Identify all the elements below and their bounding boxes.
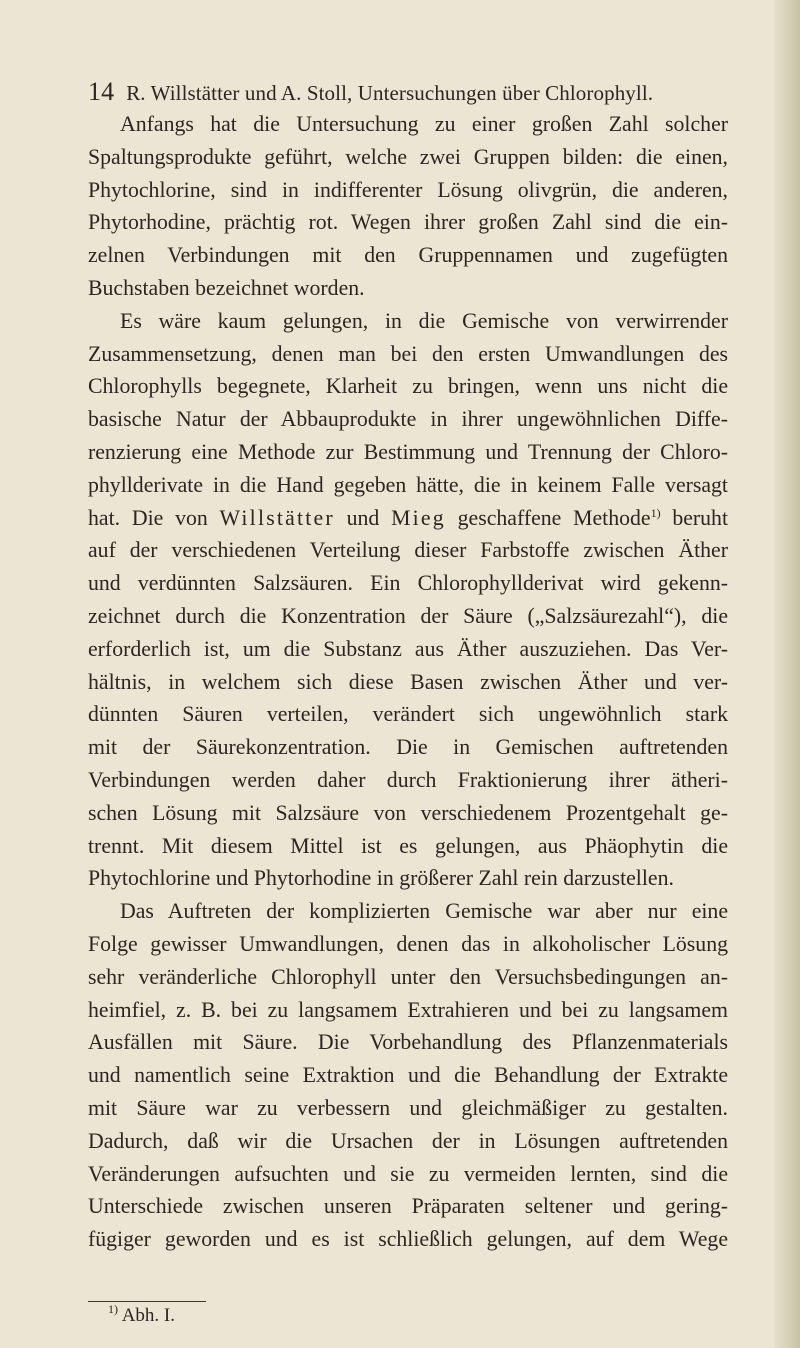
text-line: und namentlich seine Extraktion und die Behandlung der Extrakte	[88, 1063, 728, 1088]
text-line: Folge gewisser Umwandlungen, denen das in alkoholischer Lösung	[88, 931, 728, 956]
text-line: Zusammensetzung, denen man bei den ersten Umwandlungen des	[88, 341, 728, 366]
running-title: R. Willstätter und A. Stoll, Untersuchungen über Chlorophyll.	[126, 81, 654, 105]
text-line: heimfiel, z. B. bei zu langsamem Extrahieren und bei zu langsamem	[88, 997, 728, 1022]
body-text	[88, 108, 728, 1256]
page-edge-shadow	[774, 0, 800, 1348]
page-number: 14	[88, 77, 115, 106]
text-line: und verdünnten Salzsäuren. Ein Chlorophyllderivat wird gekenn-	[88, 571, 728, 596]
text-line: Phytorhodine, prächtig rot. Wegen ihrer großen Zahl sind die ein-	[88, 210, 728, 235]
text-line: auf der verschiedenen Verteilung dieser Farbstoffe zwischen Äther	[88, 538, 728, 563]
text-line: Unterschiede zwischen unseren Präparaten seltener und gering-	[88, 1194, 728, 1219]
footnote-ref: 1)	[650, 505, 661, 520]
author-name-mieg: Mieg	[391, 505, 446, 530]
text-line: erforderlich ist, um die Substanz aus Äther auszuziehen. Das Ver-	[88, 636, 728, 661]
text-line: Ausfällen mit Säure. Die Vorbehandlung des Pflanzenmaterials	[88, 1030, 728, 1055]
footnote	[108, 1302, 175, 1327]
text-line: phyllderivate in die Hand gegeben hätte, die in keinem Falle versagt	[88, 472, 728, 497]
text-line: Buchstaben bezeichnet worden.	[88, 275, 365, 300]
text-line: Das Auftreten der komplizierten Gemische war aber nur eine	[120, 899, 728, 924]
footnote-text: Abh. I.	[118, 1305, 175, 1326]
footnote-rule	[88, 1301, 206, 1302]
text-line: zeichnet durch die Konzentration der Säure („Salzsäurezahl“), die	[88, 603, 728, 628]
text-line: Anfangs hat die Untersuchung zu einer großen Zahl solcher	[120, 112, 728, 136]
text-line: sehr veränderliche Chlorophyll unter den Versuchsbedingungen an-	[88, 964, 728, 989]
text-line: Dadurch, daß wir die Ursachen der in Lösungen auftretenden	[88, 1128, 728, 1153]
text-line: trennt. Mit diesem Mittel ist es gelungen, aus Phäophytin die	[88, 833, 728, 858]
footnote-marker: 1)	[108, 1302, 118, 1316]
running-header	[88, 77, 728, 107]
author-name-willstaetter: Willstätter	[219, 505, 335, 530]
text-line: zelnen Verbindungen mit den Gruppennamen und zugefügten	[88, 243, 728, 268]
text-line: Es wäre kaum gelungen, in die Gemische von verwirrender	[120, 308, 728, 333]
text-line: basische Natur der Abbauprodukte in ihrer ungewöhnlichen Diffe-	[88, 407, 728, 432]
text-line: renzierung eine Methode zur Bestimmung und Trennung der Chloro-	[88, 439, 728, 464]
text-line: mit der Säurekonzentration. Die in Gemischen auftretenden	[88, 735, 728, 760]
text-line: Verbindungen werden daher durch Fraktionierung ihrer ätheri-	[88, 767, 728, 792]
text-line-with-authors: hat. Die von Willstätter und Mieg geschaffene Methode$^{1)}$ beruht	[88, 505, 729, 530]
text-line: schen Lösung mit Salzsäure von verschiedenem Prozentgehalt ge-	[88, 800, 728, 825]
text-line: mit Säure war zu verbessern und gleichmäßiger zu gestalten.	[88, 1095, 728, 1120]
text-line: Spaltungsprodukte geführt, welche zwei Gruppen bilden: die einen,	[88, 144, 728, 169]
text-line: Veränderungen aufsuchten und sie zu vermeiden lernten, sind die	[88, 1161, 728, 1186]
text-line: Phytochlorine und Phytorhodine in größerer Zahl rein darzustellen.	[88, 866, 674, 891]
text-line: fügiger geworden und es ist schließlich gelungen, auf dem Wege	[88, 1227, 728, 1252]
text-line: hältnis, in welchem sich diese Basen zwischen Äther und ver-	[88, 669, 728, 694]
text-line: Phytochlorine, sind in indifferenter Lösung olivgrün, die anderen,	[88, 177, 728, 202]
text-line: Chlorophylls begegnete, Klarheit zu bringen, wenn uns nicht die	[88, 374, 728, 399]
text-line: dünnten Säuren verteilen, verändert sich ungewöhnlich stark	[88, 702, 728, 727]
